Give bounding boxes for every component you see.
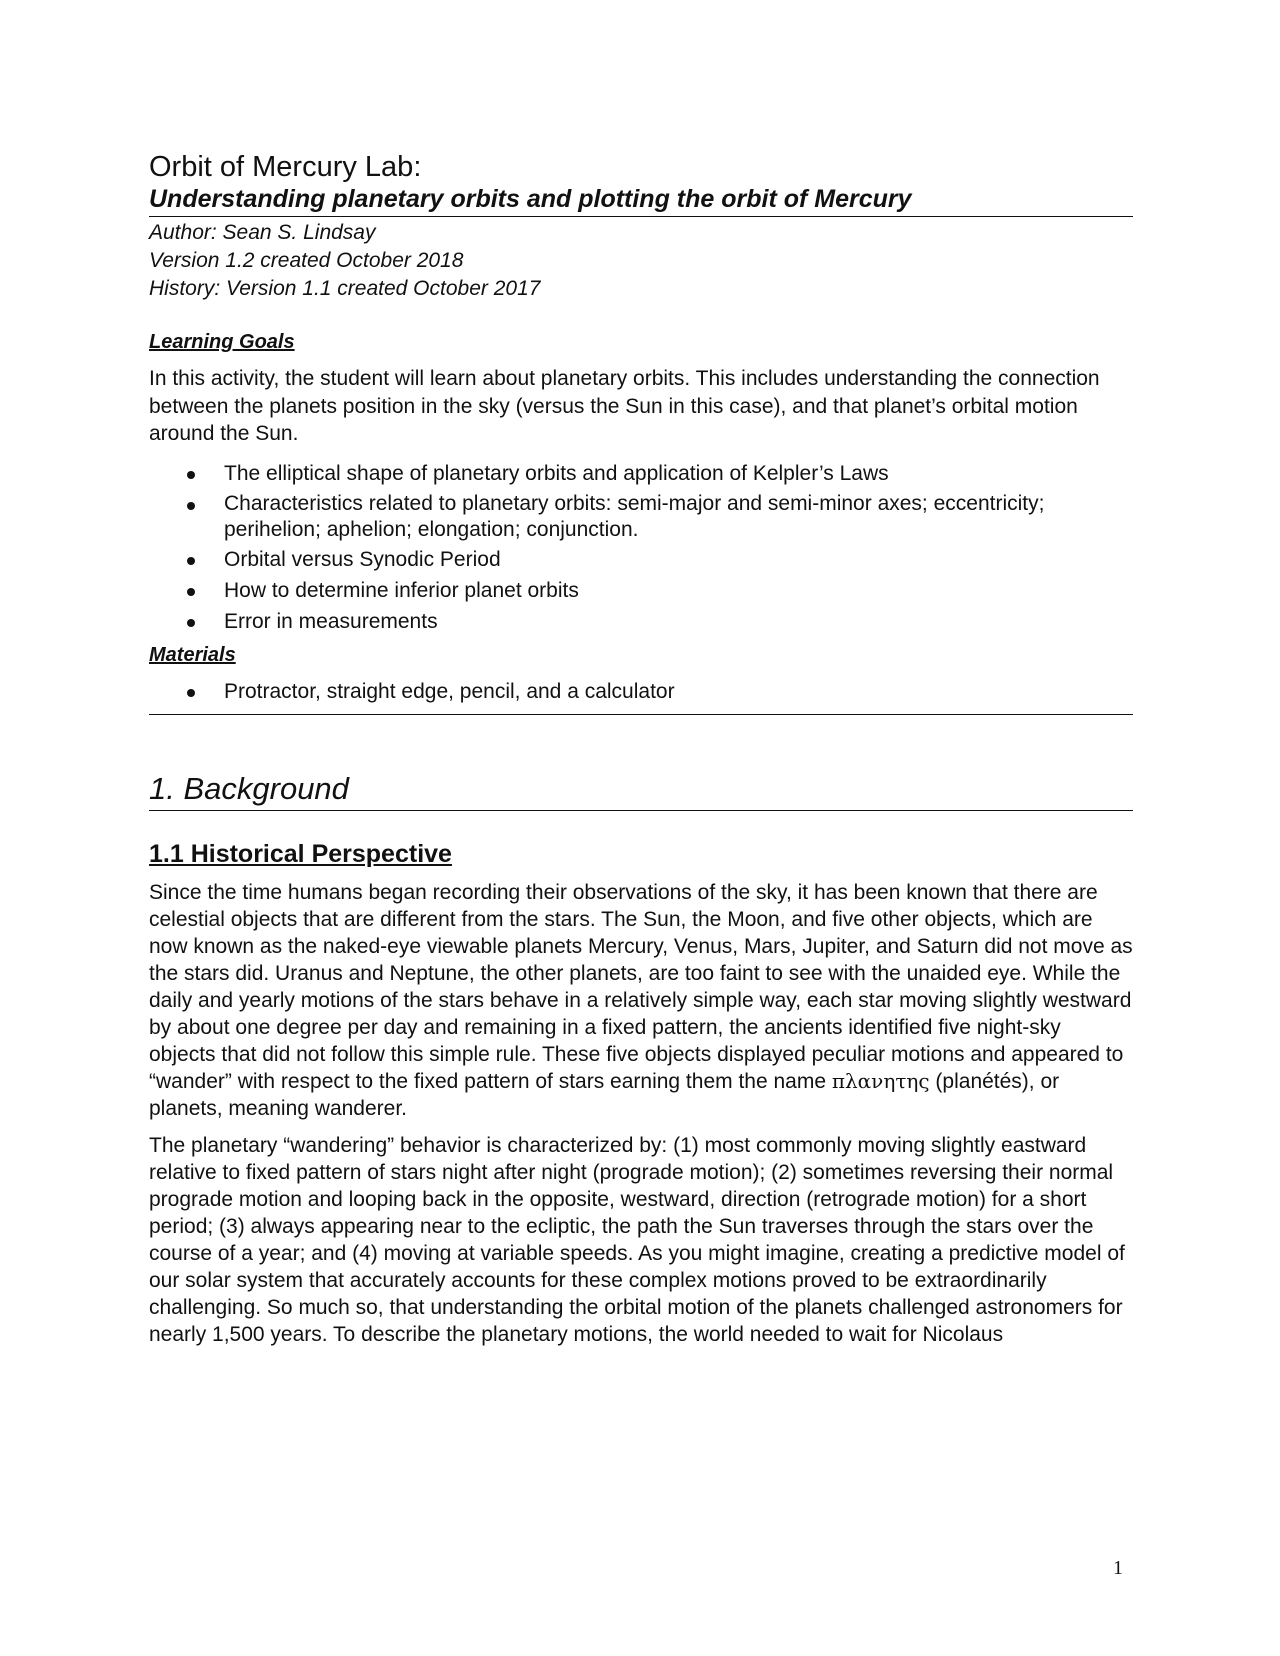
bullet-icon <box>187 689 195 697</box>
list-item-text: Orbital versus Synodic Period <box>224 547 501 571</box>
document-page <box>149 150 1133 1348</box>
list-item-text: Error in measurements <box>224 609 438 633</box>
document-metadata <box>149 219 1133 303</box>
author-line: Author: Sean S. Lindsay <box>149 221 376 244</box>
bullet-icon <box>187 588 195 596</box>
list-item <box>149 577 1133 605</box>
learning-goals-list <box>149 460 1133 636</box>
background-paragraph-1: Since the time humans began recording their observations of the sky, it has been known that there are celestial objects that are different from the stars. The Sun, the Moon, and five other objects, which are now known as the naked-eye viewable planets Mercury, Venus, Mars, Jupiter, and Saturn did not move as the stars did. Uranus and Neptune, the other planets, are too faint to see with the unaided eye. While the daily and yearly motions of the stars behave in a relatively simple way, each star moving slightly westward by about one degree per day and remaining in a fixed pattern, the ancients identified five night-sky objects that did not follow this simple rule. These five objects displayed peculiar motions and appeared to “wander” with respect to the fixed pattern of stars earning them the name πλανητης (planétés), or planets, meaning wanderer. <box>149 880 1133 1120</box>
list-item <box>149 608 1133 636</box>
bullet-icon <box>187 471 195 479</box>
list-item <box>149 491 1133 543</box>
page-number: 1 <box>1113 1557 1123 1579</box>
list-item-text: Protractor, straight edge, pencil, and a calculator <box>224 679 675 703</box>
background-heading: 1. Background <box>149 770 1133 811</box>
list-item <box>149 460 1133 488</box>
list-item <box>149 678 1133 706</box>
history-line: History: Version 1.1 created October 2017 <box>149 277 541 300</box>
historical-perspective-heading: 1.1 Historical Perspective <box>149 839 452 868</box>
materials-list <box>149 678 1133 706</box>
list-item-text: Characteristics related to planetary orbits: semi-major and semi-minor axes; eccentricity; perihelion; aphelion; elongation; conjunction. <box>224 491 1045 541</box>
document-title: Orbit of Mercury Lab: <box>149 151 422 183</box>
list-item-text: How to determine inferior planet orbits <box>224 578 579 602</box>
greek-word: πλανητης <box>831 1068 930 1093</box>
section-divider <box>149 714 1133 715</box>
materials-heading: Materials <box>149 643 236 666</box>
background-paragraph-2: The planetary “wandering” behavior is characterized by: (1) most commonly moving slightly eastward relative to fixed pattern of stars night after night (prograde motion); (2) sometimes reversing their normal prograde motion and looping back in the opposite, westward, direction (retrograde motion) for a short period; (3) always appearing near to the ecliptic, the path the Sun traverses through the stars over the course of a year; and (4) moving at variable speeds. As you might imagine, creating a predictive model of our solar system that accurately accounts for these complex motions proved to be extraordinarily challenging. So much so, that understanding the orbital motion of the planets challenged astronomers for nearly 1,500 years. To describe the planetary motions, the world needed to wait for Nicolaus <box>149 1133 1125 1346</box>
learning-goals-intro: In this activity, the student will learn about planetary orbits. This includes understanding the connection between the planets position in the sky (versus the Sun in this case), and that planet’s orbital motion around the Sun. <box>149 367 1100 445</box>
list-item <box>149 546 1133 574</box>
bullet-icon <box>187 502 195 510</box>
list-item-text: The elliptical shape of planetary orbits and application of Kelpler’s Laws <box>224 461 889 485</box>
version-line: Version 1.2 created October 2018 <box>149 249 464 272</box>
bullet-icon <box>187 619 195 627</box>
document-subtitle: Understanding planetary orbits and plotting the orbit of Mercury <box>149 184 1133 217</box>
learning-goals-heading: Learning Goals <box>149 331 295 353</box>
bullet-icon <box>187 557 195 565</box>
